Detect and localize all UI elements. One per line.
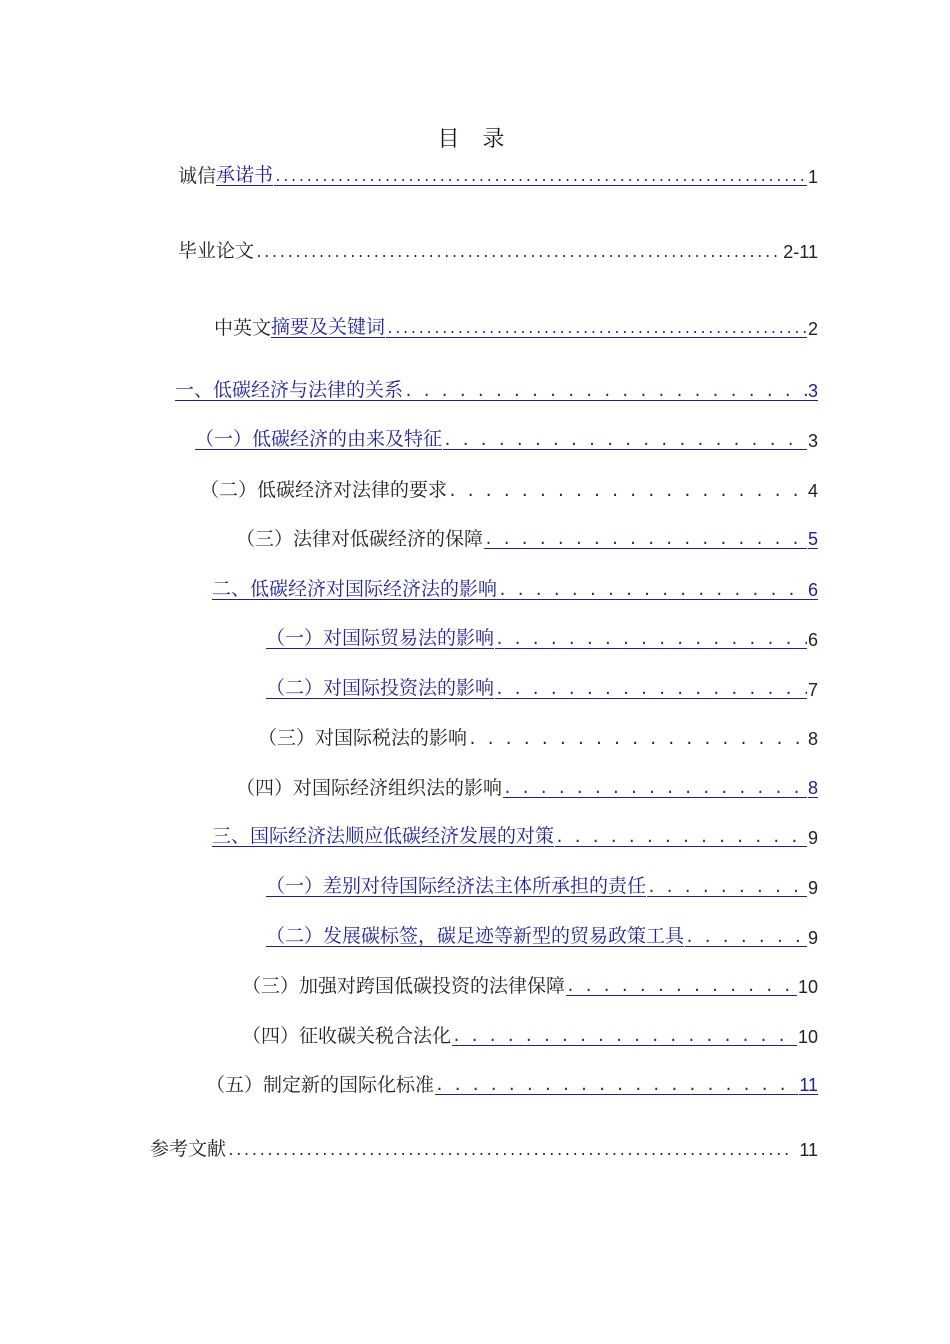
page-number: 3 <box>807 381 818 401</box>
page-number: 5 <box>807 529 818 549</box>
entry-prefix: 诚信 <box>178 165 217 187</box>
dot-leader <box>468 728 807 748</box>
toc-entry[interactable] <box>214 312 818 338</box>
page-number: 9 <box>807 928 818 948</box>
entry-prefix: 中英文 <box>214 317 272 339</box>
dot-leader <box>386 317 807 338</box>
dot-leader <box>452 1025 797 1046</box>
toc-entry[interactable] <box>206 1069 818 1095</box>
entry-prefix: （五）制定新的国际化标准 <box>206 1074 435 1096</box>
page-number: 9 <box>807 878 818 898</box>
dot-leader <box>647 876 807 897</box>
dot-leader <box>448 480 807 500</box>
toc-entry[interactable] <box>195 424 818 450</box>
page-number: 1 <box>807 167 818 187</box>
dot-leader <box>495 678 807 699</box>
toc-entry[interactable] <box>200 474 818 500</box>
page-number: 4 <box>807 481 818 501</box>
page-number: 11 <box>799 1140 818 1160</box>
page-number: 6 <box>807 630 818 650</box>
toc-entry[interactable] <box>266 623 818 649</box>
dot-leader <box>227 1139 792 1159</box>
entry-link[interactable]: （二）发展碳标签，碳足迹等新型的贸易政策工具 <box>266 925 685 947</box>
page-number: 3 <box>807 431 818 451</box>
entry-prefix: （三）法律对低碳经济的保障 <box>236 528 484 550</box>
toc-entry[interactable] <box>242 970 818 996</box>
page-number: 10 <box>797 977 818 997</box>
entry-link[interactable]: 承诺书 <box>216 164 274 186</box>
toc-entry[interactable] <box>236 523 818 549</box>
toc-entry[interactable] <box>178 235 818 261</box>
dot-leader <box>435 1074 798 1095</box>
toc-entry[interactable] <box>175 374 818 401</box>
entry-link[interactable]: 摘要及关键词 <box>271 316 386 338</box>
entry-link[interactable]: （一）低碳经济的由来及特征 <box>195 428 443 450</box>
page-number: 7 <box>807 680 818 700</box>
dot-leader <box>404 380 807 400</box>
toc-entry[interactable] <box>266 871 818 897</box>
page-number: 8 <box>807 729 818 749</box>
dot-leader <box>498 579 807 599</box>
toc-entry[interactable] <box>178 160 818 186</box>
page-number: 2 <box>807 319 818 339</box>
dot-leader <box>255 241 782 261</box>
dot-leader <box>566 975 797 996</box>
toc-entry[interactable] <box>212 821 818 847</box>
entry-prefix: （三）加强对跨国低碳投资的法律保障 <box>242 975 566 997</box>
page-number: 10 <box>797 1027 818 1047</box>
dot-leader <box>555 826 807 847</box>
toc-entry[interactable] <box>242 1020 818 1046</box>
page-number: 11 <box>799 1075 818 1095</box>
entry-prefix: 毕业论文 <box>178 240 255 262</box>
entry-link[interactable]: （一）差别对待国际经济法主体所承担的责任 <box>266 875 647 897</box>
dot-leader <box>685 926 807 947</box>
page-number: 9 <box>807 828 818 848</box>
page-number: 8 <box>807 778 818 798</box>
entry-prefix: （二）低碳经济对法律的要求 <box>200 479 448 501</box>
toc-entry[interactable] <box>150 1133 818 1159</box>
toc-entry[interactable] <box>266 921 818 947</box>
entry-prefix: （三）对国际税法的影响 <box>258 727 468 749</box>
entry-link[interactable]: （二）对国际投资法的影响 <box>266 677 495 699</box>
dot-leader <box>274 165 807 186</box>
entry-prefix: （四）对国际经济组织法的影响 <box>236 777 503 799</box>
entry-link[interactable]: （一）对国际贸易法的影响 <box>266 627 495 649</box>
entry-link[interactable]: 二、低碳经济对国际经济法的影响 <box>212 578 498 600</box>
toc-entry[interactable] <box>212 573 818 600</box>
toc-entry[interactable] <box>266 673 818 699</box>
entry-prefix: （四）征收碳关税合法化 <box>242 1025 452 1047</box>
entry-link[interactable]: 三、国际经济法顺应低碳经济发展的对策 <box>212 825 555 847</box>
dot-leader <box>484 528 807 549</box>
dot-leader <box>495 628 807 649</box>
page-number: 2-11 <box>783 242 818 262</box>
page-number: 6 <box>807 580 818 600</box>
entry-prefix: 参考文献 <box>150 1138 227 1160</box>
toc-entry[interactable] <box>258 722 818 748</box>
dot-leader <box>503 777 807 798</box>
toc-title: 目 录 <box>437 127 513 152</box>
dot-leader <box>443 429 807 450</box>
entry-link[interactable]: 一、低碳经济与法律的关系 <box>175 379 404 401</box>
toc-entry[interactable] <box>236 772 818 798</box>
